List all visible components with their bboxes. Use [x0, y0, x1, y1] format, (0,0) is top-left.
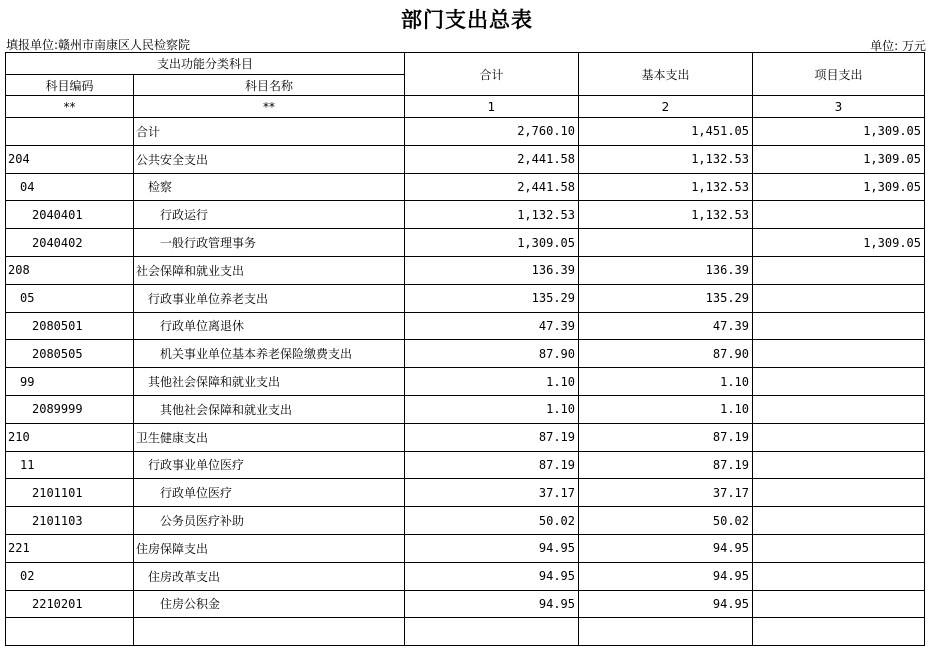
cell-project [753, 201, 925, 229]
cell-total: 1.10 [405, 395, 579, 423]
header-group: 支出功能分类科目 [6, 53, 405, 75]
cell-code: 208 [6, 256, 134, 284]
cell-project [753, 618, 925, 646]
cell-total: 47.39 [405, 312, 579, 340]
cell-code [6, 118, 134, 146]
cell-name: 住房公积金 [134, 590, 405, 618]
filler-unit: 填报单位:赣州市南康区人民检察院 [6, 38, 191, 52]
cell-name: 行政事业单位养老支出 [134, 284, 405, 312]
cell-basic: 1.10 [579, 368, 753, 396]
cell-code: 204 [6, 145, 134, 173]
cell-project [753, 395, 925, 423]
cell-basic: 47.39 [579, 312, 753, 340]
cell-name: 卫生健康支出 [134, 423, 405, 451]
cell-total: 87.90 [405, 340, 579, 368]
cell-name [134, 618, 405, 646]
table-body [6, 118, 925, 646]
cell-name: 行政运行 [134, 201, 405, 229]
header-project: 项目支出 [753, 53, 925, 96]
cell-project: 1,309.05 [753, 118, 925, 146]
cell-project [753, 562, 925, 590]
cell-name: 公共安全支出 [134, 145, 405, 173]
header-name: 科目名称 [134, 75, 405, 96]
table-row [6, 590, 925, 618]
cell-project [753, 368, 925, 396]
cell-total: 1,309.05 [405, 229, 579, 257]
cell-name: 合计 [134, 118, 405, 146]
table-row [6, 256, 925, 284]
cell-code: 2089999 [6, 395, 134, 423]
table-row [6, 423, 925, 451]
cell-code: 210 [6, 423, 134, 451]
cell-basic: 37.17 [579, 479, 753, 507]
table-row [6, 562, 925, 590]
cell-basic: 94.95 [579, 590, 753, 618]
table-row [6, 618, 925, 646]
table-row [6, 451, 925, 479]
cell-name: 住房改革支出 [134, 562, 405, 590]
cell-code: 04 [6, 173, 134, 201]
table-row [6, 507, 925, 535]
page-title: 部门支出总表 [401, 7, 533, 32]
table-row [6, 368, 925, 396]
cell-project: 1,309.05 [753, 145, 925, 173]
cell-basic: 87.19 [579, 423, 753, 451]
cell-code: 2101103 [6, 507, 134, 535]
cell-basic: 136.39 [579, 256, 753, 284]
index-project: 3 [753, 96, 925, 118]
cell-project [753, 451, 925, 479]
cell-project: 1,309.05 [753, 229, 925, 257]
cell-name: 社会保障和就业支出 [134, 256, 405, 284]
cell-name: 行政事业单位医疗 [134, 451, 405, 479]
cell-total: 136.39 [405, 256, 579, 284]
header-code: 科目编码 [6, 75, 134, 96]
expenditure-table [5, 52, 925, 646]
cell-project [753, 534, 925, 562]
cell-total: 135.29 [405, 284, 579, 312]
table-row [6, 284, 925, 312]
cell-name: 检察 [134, 173, 405, 201]
cell-project [753, 284, 925, 312]
cell-name: 行政单位医疗 [134, 479, 405, 507]
cell-project [753, 507, 925, 535]
cell-name: 其他社会保障和就业支出 [134, 395, 405, 423]
cell-project [753, 479, 925, 507]
cell-basic: 1,451.05 [579, 118, 753, 146]
cell-total: 2,760.10 [405, 118, 579, 146]
cell-code: 2040402 [6, 229, 134, 257]
cell-project [753, 340, 925, 368]
cell-code: 2080501 [6, 312, 134, 340]
cell-total: 2,441.58 [405, 173, 579, 201]
cell-code [6, 618, 134, 646]
cell-code: 05 [6, 284, 134, 312]
cell-total: 94.95 [405, 534, 579, 562]
cell-total: 1,132.53 [405, 201, 579, 229]
cell-basic: 135.29 [579, 284, 753, 312]
cell-basic: 1,132.53 [579, 145, 753, 173]
currency-unit: 单位: 万元 [870, 39, 926, 53]
table-row [6, 173, 925, 201]
cell-name: 一般行政管理事务 [134, 229, 405, 257]
table-row [6, 145, 925, 173]
cell-code: 11 [6, 451, 134, 479]
cell-total: 87.19 [405, 451, 579, 479]
table-row [6, 534, 925, 562]
cell-name: 其他社会保障和就业支出 [134, 368, 405, 396]
index-basic: 2 [579, 96, 753, 118]
cell-total: 1.10 [405, 368, 579, 396]
cell-basic: 1,132.53 [579, 173, 753, 201]
cell-basic: 1,132.53 [579, 201, 753, 229]
cell-total [405, 618, 579, 646]
cell-project [753, 312, 925, 340]
cell-code: 2210201 [6, 590, 134, 618]
cell-code: 99 [6, 368, 134, 396]
cell-basic: 94.95 [579, 562, 753, 590]
cell-total: 94.95 [405, 590, 579, 618]
table-row [6, 479, 925, 507]
cell-code: 2101101 [6, 479, 134, 507]
cell-basic: 87.19 [579, 451, 753, 479]
table-row [6, 340, 925, 368]
cell-total: 2,441.58 [405, 145, 579, 173]
cell-basic: 94.95 [579, 534, 753, 562]
table-row [6, 312, 925, 340]
cell-code: 221 [6, 534, 134, 562]
index-total: 1 [405, 96, 579, 118]
index-code: ** [6, 96, 134, 118]
table-row [6, 229, 925, 257]
cell-project [753, 423, 925, 451]
table-row [6, 201, 925, 229]
cell-project [753, 256, 925, 284]
table-row [6, 395, 925, 423]
cell-basic: 50.02 [579, 507, 753, 535]
index-name: ** [134, 96, 405, 118]
table-row [6, 118, 925, 146]
cell-code: 02 [6, 562, 134, 590]
header-basic: 基本支出 [579, 53, 753, 96]
cell-name: 公务员医疗补助 [134, 507, 405, 535]
cell-basic [579, 229, 753, 257]
cell-total: 87.19 [405, 423, 579, 451]
cell-code: 2080505 [6, 340, 134, 368]
cell-basic [579, 618, 753, 646]
cell-name: 行政单位离退休 [134, 312, 405, 340]
cell-name: 住房保障支出 [134, 534, 405, 562]
cell-code: 2040401 [6, 201, 134, 229]
cell-basic: 1.10 [579, 395, 753, 423]
cell-project: 1,309.05 [753, 173, 925, 201]
cell-project [753, 590, 925, 618]
cell-total: 37.17 [405, 479, 579, 507]
cell-total: 94.95 [405, 562, 579, 590]
cell-name: 机关事业单位基本养老保险缴费支出 [134, 340, 405, 368]
cell-basic: 87.90 [579, 340, 753, 368]
cell-total: 50.02 [405, 507, 579, 535]
header-total: 合计 [405, 53, 579, 96]
